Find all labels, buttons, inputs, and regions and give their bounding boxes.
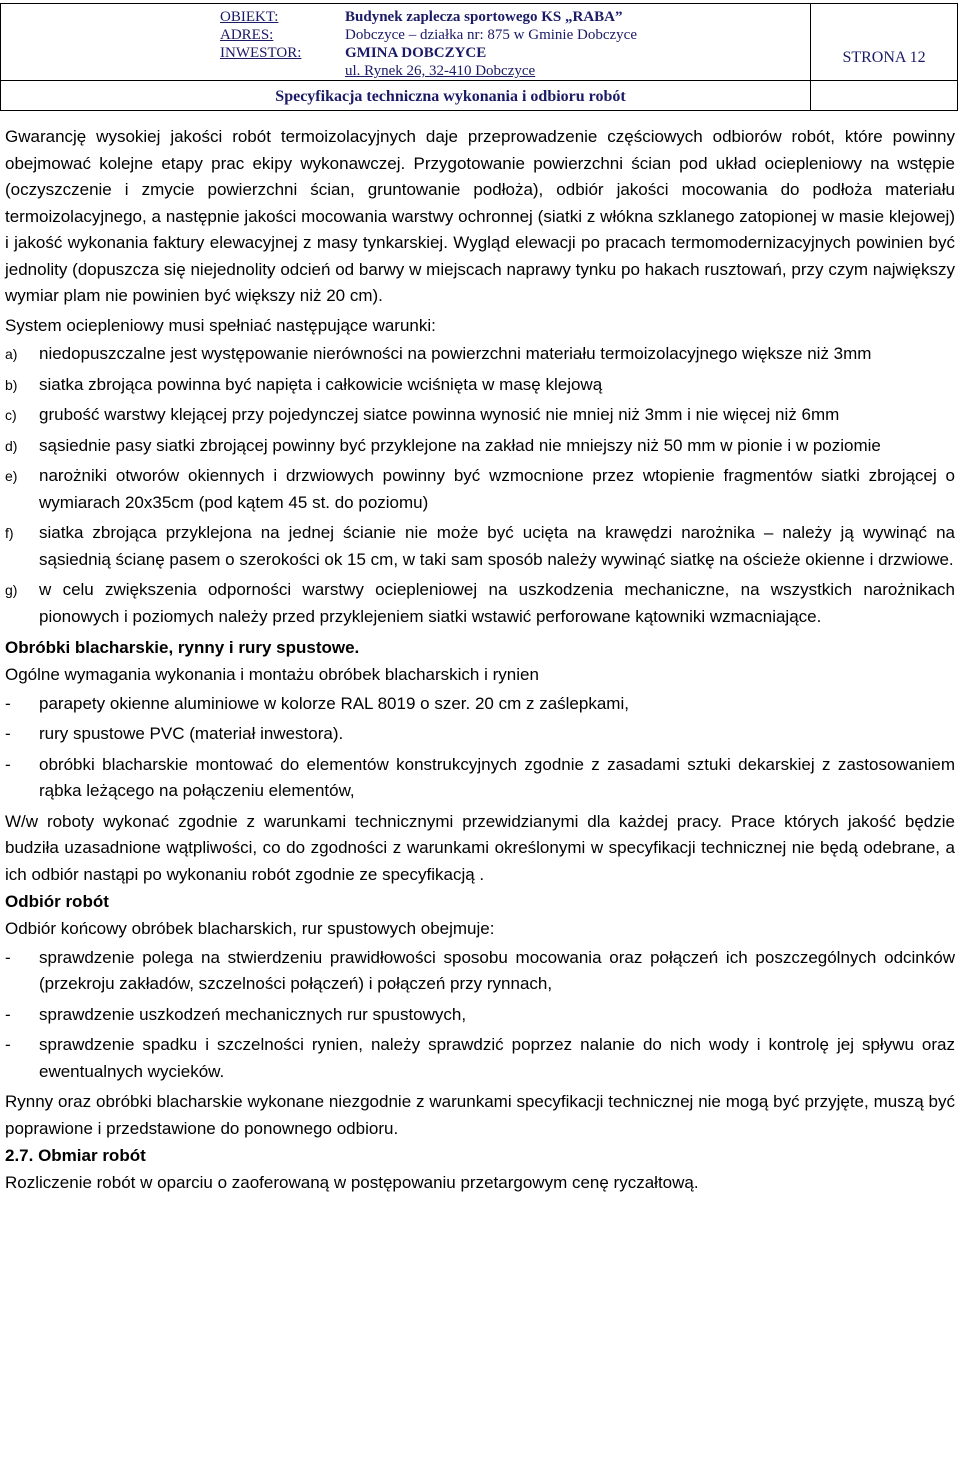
list-item <box>5 463 955 516</box>
dash-marker: - <box>5 1035 11 1054</box>
dash-marker: - <box>5 1004 11 1024</box>
system-intro: System ociepleniowy musi spełniać następujące warunki: <box>5 315 436 335</box>
list-item-text: rury spustowe PVC (materiał inwestora). <box>39 724 344 743</box>
list-item-text: sprawdzenie polega na stwierdzeniu prawidłowości sposobu mocowania oraz połączeń ich poszczególnych odcinków (przekroju zakładów, szczelności połączeń) i połączeń przy rynnach, <box>39 947 955 993</box>
odbior-list <box>5 945 955 1086</box>
list-item <box>5 752 955 805</box>
list-marker: f) <box>5 525 14 541</box>
paragraph-ww: W/w roboty wykonać zgodnie z warunkami technicznymi przewidzianymi dla każdej pracy. Prace których jakość będzie budziła uzasadnione wątpliwości, co do zgodności z warunkami określonymi w specyfikacji technicznej nie będą odebrane, a ich odbiór nastąpi po wykonaniu robót zgodnie ze specyfikacją . <box>5 811 955 884</box>
page-number: STRONA 12 <box>842 49 926 66</box>
list-item <box>5 433 955 460</box>
obiekt-label: OBIEKT: <box>220 9 279 25</box>
dash-marker: - <box>5 693 11 713</box>
list-item-text: sprawdzenie uszkodzeń mechanicznych rur spustowych, <box>39 1004 467 1024</box>
list-item-text: grubość warstwy klejącej przy pojedynczej siatce powinna wynosić nie mniej niż 3mm i nie więcej niż 6mm <box>39 405 840 424</box>
list-item <box>5 402 955 429</box>
paragraph-warranty: Gwarancję wysokiej jakości robót termoizolacyjnych daje przeprowadzenie częściowych odbiorów robót, które powinny obejmować kolejne etapy prac ekipy wykonawczej. Przygotowanie powierzchni ścian pod układ ociepleniowy na wstępie (oczyszczenie i zmycie powierzchni ścian, gruntowanie podłoża), odbiór jakości mocowania do podłoża materiału termoizolacyjnego, a następnie jakości mocowania warstwy ochronnej (siatki z włókna szklanego zatopionej w masie klejowej) i jakość wykonania faktury elewacyjnej z masy tynkarskiej. Wygląd elewacji po pracach termomodernizacyjnych powinien być jednolity (dopuszcza się niejednolity odcień od barwy w miejscach naprawy tynku po hakach rusztowań, przy czym największy wymiar plam nie powinien być większy niż 20 cm). <box>5 127 955 305</box>
list-marker: a) <box>5 346 18 362</box>
list-item-text: w celu zwiększenia odporności warstwy ociepleniowej na uszkodzenia mechaniczne, na wszystkich narożnikach pionowych i poziomych należy przed przyklejeniem siatki wstawić perforowane kątowniki wzmacniające. <box>39 580 955 626</box>
list-item-text: siatka zbrojąca powinna być napięta i całkowicie wciśnięta w masę klejową <box>39 374 603 394</box>
inwestor-label: INWESTOR: <box>220 45 302 61</box>
list-item <box>5 577 955 630</box>
inwestor-value: GMINA DOBCZYCE <box>345 45 487 61</box>
list-item-text: obróbki blacharskie montować do elementów konstrukcyjnych zgodnie z zasadami sztuki dekarskiej z zastosowaniem rąbka leżącego na połączeniu elementów, <box>39 754 955 800</box>
dash-marker: - <box>5 724 11 743</box>
list-item-text: sąsiednie pasy siatki zbrojącej powinny być przyklejone na zakład nie mniejszy niż 50 mm w pionie i w poziomie <box>39 435 881 455</box>
odbior-intro: Odbiór końcowy obróbek blacharskich, rur spustowych obejmuje: <box>5 919 495 938</box>
obrobki-list <box>5 691 955 805</box>
list-marker: d) <box>5 437 18 454</box>
list-item <box>5 1002 955 1029</box>
list-item <box>5 1032 955 1085</box>
list-marker: g) <box>5 582 18 598</box>
adres-value: Dobczyce – działka nr: 875 w Gminie Dobczyce <box>345 27 637 43</box>
obrobki-intro: Ogólne wymagania wykonania i montażu obróbek blacharskich i rynien <box>5 665 539 684</box>
paragraph-rynny: Rynny oraz obróbki blacharskie wykonane niezgodnie z warunkami specyfikacji technicznej nie mogą być przyjęte, muszą być poprawione i przedstawione do ponownego odbioru. <box>5 1092 955 1138</box>
heading-obmiar: 2.7. Obmiar robót <box>5 1146 146 1165</box>
list-item-text: niedopuszczalne jest występowanie nierówności na powierzchni materiału termoizolacyjnego większe niż 3mm <box>39 344 872 363</box>
list-item <box>5 372 955 399</box>
inwestor-address: ul. Rynek 26, 32-410 Dobczyce <box>345 63 536 79</box>
document-body <box>5 124 955 1197</box>
dash-marker: - <box>5 947 11 967</box>
spec-title: Specyfikacja techniczna wykonania i odbioru robót <box>275 88 626 105</box>
dash-marker: - <box>5 754 11 774</box>
list-item <box>5 520 955 573</box>
list-item-text: parapety okienne aluminiowe w kolorze RAL 8019 o szer. 20 cm z zaślepkami, <box>39 693 629 713</box>
adres-label: ADRES: <box>220 27 274 43</box>
list-marker: e) <box>5 468 18 484</box>
list-item <box>5 341 955 368</box>
list-item <box>5 721 955 748</box>
heading-obrobki: Obróbki blacharskie, rynny i rury spustowe. <box>5 638 360 657</box>
list-item-text: narożniki otworów okiennych i drzwiowych powinny być wzmocnione przez wtopienie fragmentów siatki zbrojącej o wymiarach 20x35cm (pod kątem 45 st. do poziomu) <box>39 466 955 512</box>
list-item <box>5 691 955 718</box>
conditions-list <box>5 341 955 630</box>
document-header <box>0 3 958 111</box>
list-item <box>5 945 955 998</box>
paragraph-obmiar: Rozliczenie robót w oparciu o zaoferowaną w postępowaniu przetargowym cenę ryczałtową. <box>5 1173 699 1192</box>
list-marker: c) <box>5 407 17 423</box>
list-item-text: sprawdzenie spadku i szczelności rynien, należy sprawdzić poprzez nalanie do nich wody i kontrolę jej spływu oraz ewentualnych wycieków. <box>39 1035 955 1081</box>
heading-odbior: Odbiór robót <box>5 892 109 911</box>
list-marker: b) <box>5 376 18 393</box>
list-item-text: siatka zbrojąca przyklejona na jednej ścianie nie może być ucięta na krawędzi narożnika – należy ją wywinąć na sąsiednią ścianę pasem o szerokości ok 15 cm, w taki sam sposób należy wywinąć siatkę na ościeże okienne i drzwiowe. <box>39 523 955 569</box>
obiekt-value: Budynek zaplecza sportowego KS „RABA” <box>345 9 623 25</box>
